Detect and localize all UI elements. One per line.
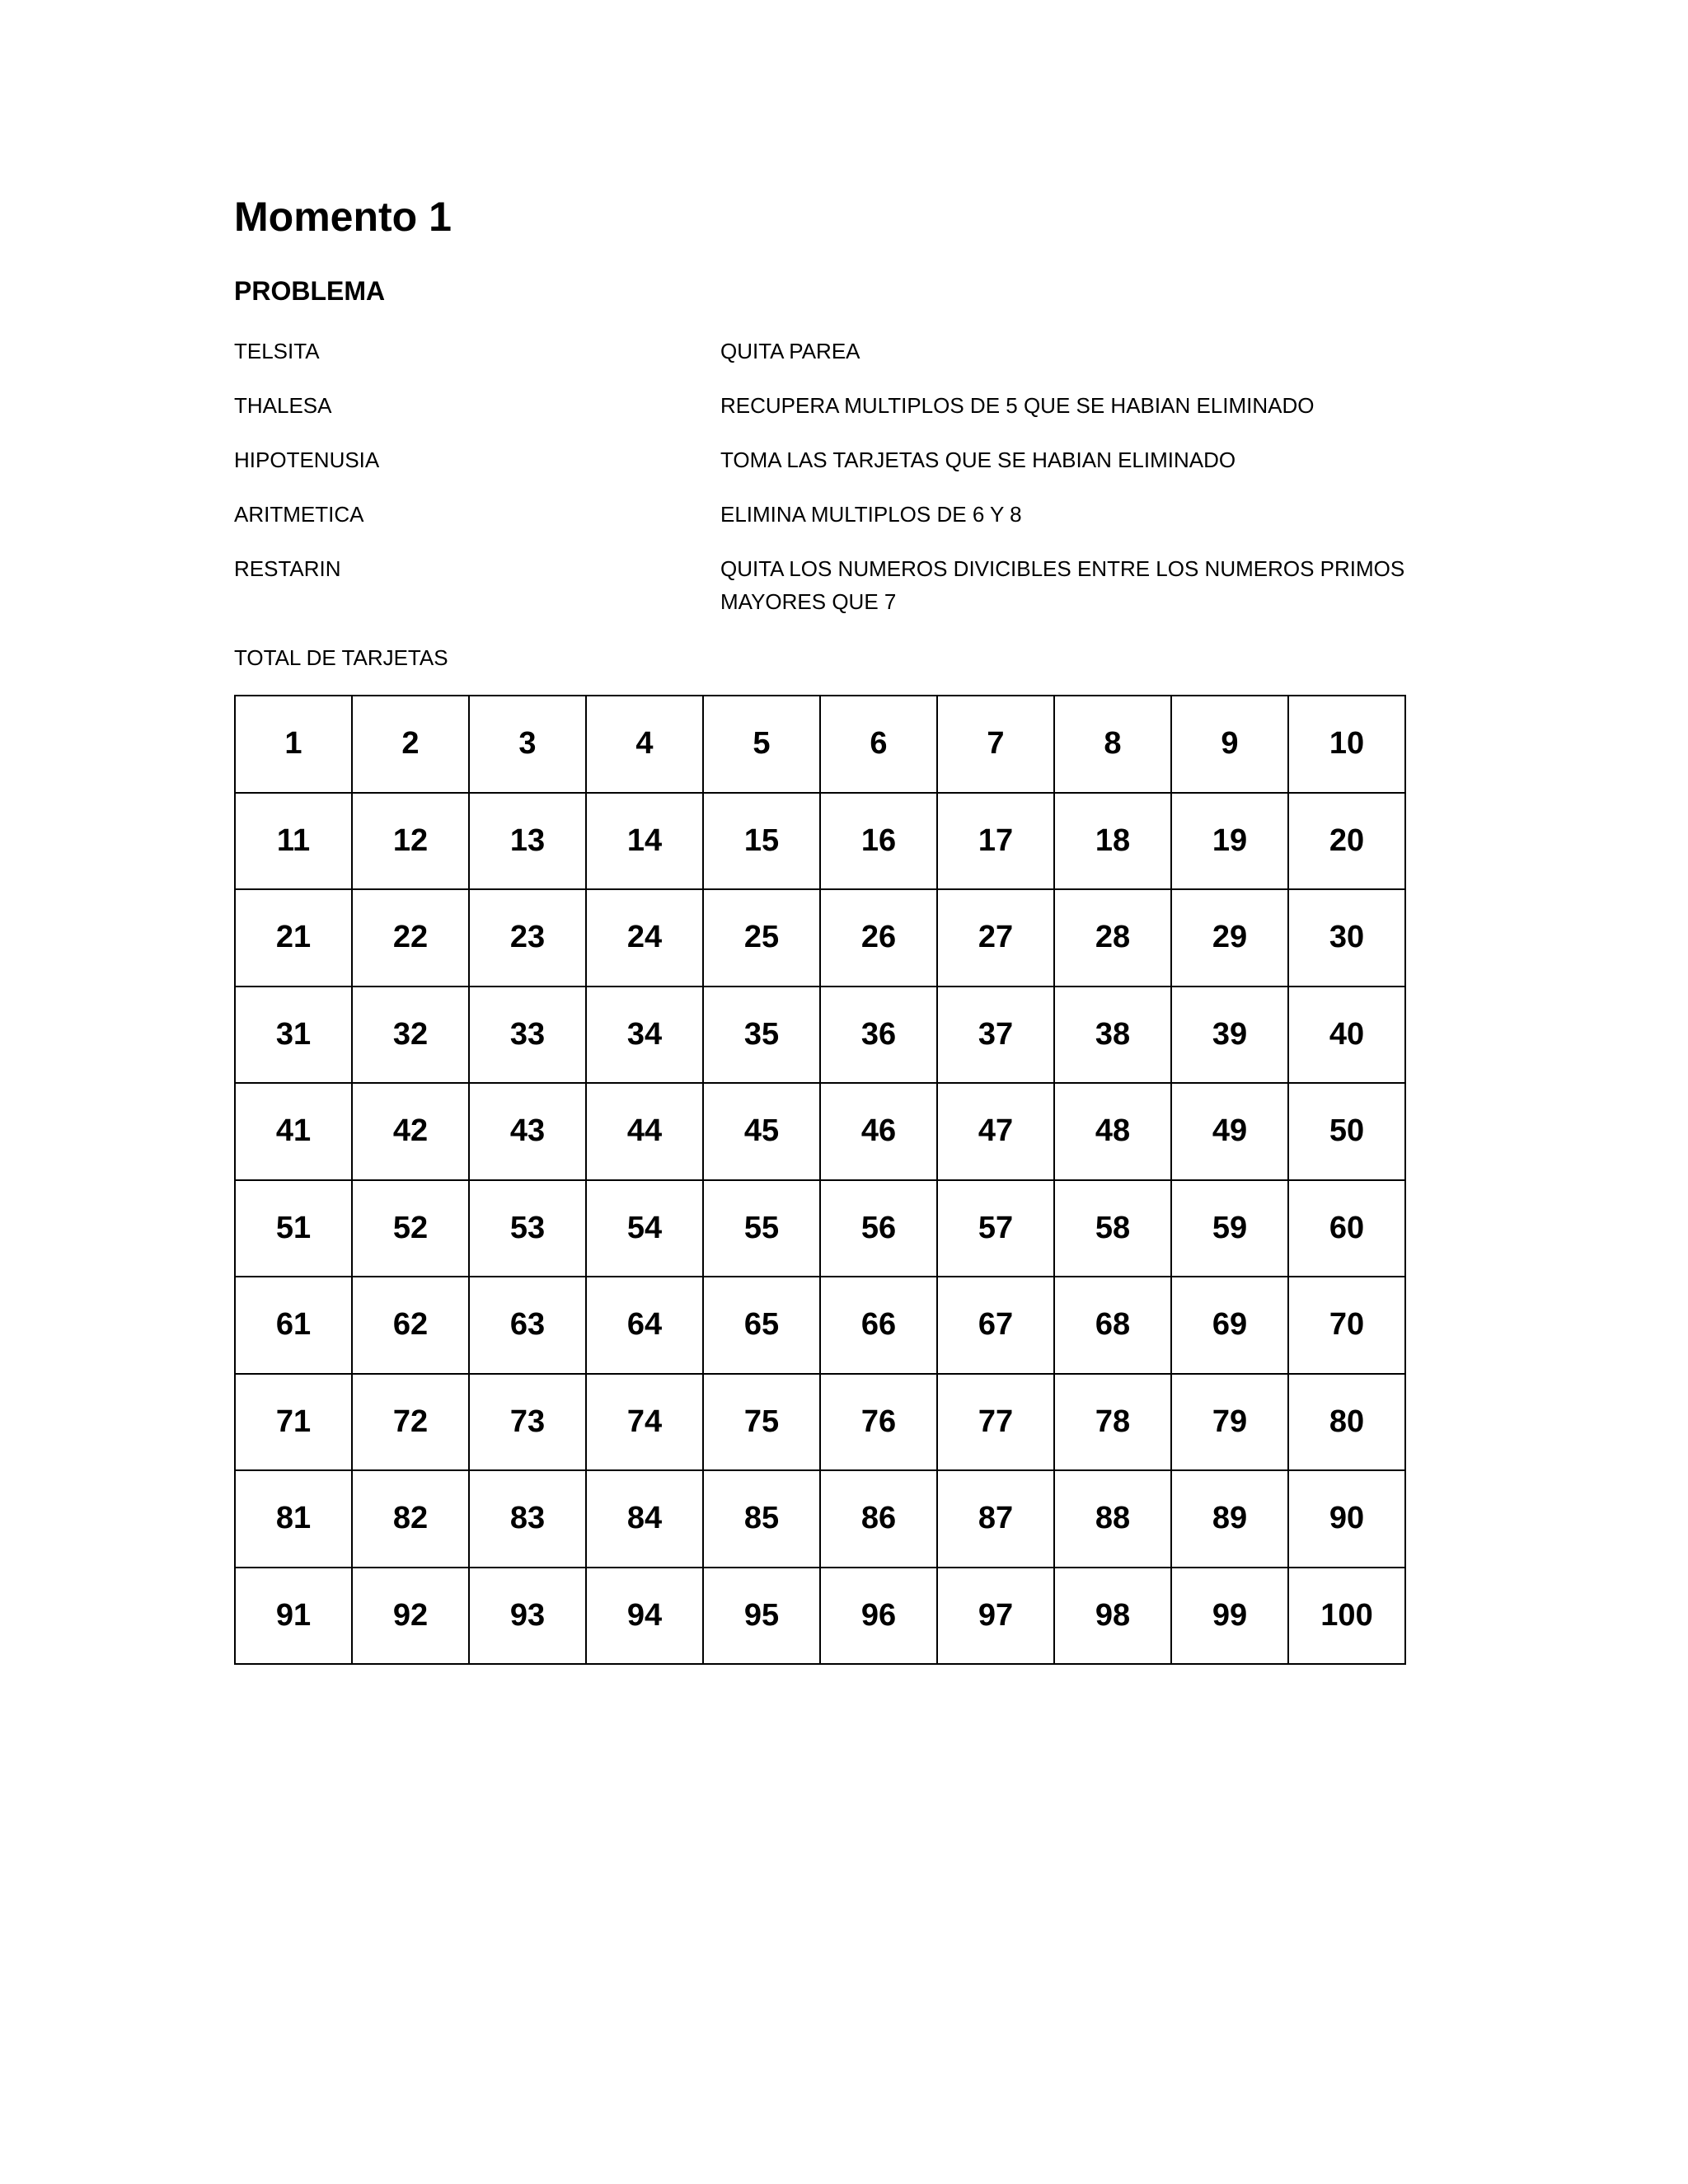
grid-cell: 13 <box>469 793 586 890</box>
grid-cell: 47 <box>937 1083 1054 1180</box>
grid-cell: 65 <box>703 1277 820 1374</box>
grid-cell: 99 <box>1171 1568 1288 1665</box>
rule-row <box>234 335 1429 368</box>
grid-cell: 80 <box>1288 1374 1405 1471</box>
grid-cell: 6 <box>820 696 937 793</box>
grid-cell: 63 <box>469 1277 586 1374</box>
grid-cell: 38 <box>1054 987 1171 1084</box>
grid-cell: 85 <box>703 1470 820 1568</box>
rule-name: TELSITA <box>234 339 320 363</box>
grid-cell: 19 <box>1171 793 1288 890</box>
rule-action: QUITA PAREA <box>720 339 860 363</box>
grid-row <box>235 1470 1405 1568</box>
grid-cell: 37 <box>937 987 1054 1084</box>
grid-cell: 9 <box>1171 696 1288 793</box>
section-title: PROBLEMA <box>234 276 386 306</box>
grid-cell: 32 <box>352 987 469 1084</box>
grid-cell: 22 <box>352 889 469 987</box>
grid-cell: 20 <box>1288 793 1405 890</box>
number-grid <box>234 695 1406 1665</box>
grid-cell: 90 <box>1288 1470 1405 1568</box>
grid-cell: 61 <box>235 1277 352 1374</box>
grid-cell: 91 <box>235 1568 352 1665</box>
grid-cell: 89 <box>1171 1470 1288 1568</box>
grid-cell: 36 <box>820 987 937 1084</box>
grid-cell: 87 <box>937 1470 1054 1568</box>
grid-cell: 58 <box>1054 1180 1171 1277</box>
grid-row <box>235 889 1405 987</box>
grid-cell: 46 <box>820 1083 937 1180</box>
grid-cell: 54 <box>586 1180 703 1277</box>
grid-cell: 84 <box>586 1470 703 1568</box>
grid-cell: 76 <box>820 1374 937 1471</box>
grid-cell: 2 <box>352 696 469 793</box>
rule-action: ELIMINA MULTIPLOS DE 6 Y 8 <box>720 502 1022 527</box>
grid-cell: 68 <box>1054 1277 1171 1374</box>
grid-cell: 88 <box>1054 1470 1171 1568</box>
grid-cell: 26 <box>820 889 937 987</box>
grid-row <box>235 987 1405 1084</box>
grid-cell: 44 <box>586 1083 703 1180</box>
grid-cell: 10 <box>1288 696 1405 793</box>
grid-row <box>235 1374 1405 1471</box>
grid-cell: 1 <box>235 696 352 793</box>
grid-cell: 30 <box>1288 889 1405 987</box>
grid-cell: 34 <box>586 987 703 1084</box>
rule-name: HIPOTENUSIA <box>234 448 380 472</box>
rule-action: RECUPERA MULTIPLOS DE 5 QUE SE HABIAN ELIMINADO <box>720 393 1315 418</box>
grid-cell: 40 <box>1288 987 1405 1084</box>
grid-cell: 86 <box>820 1470 937 1568</box>
rule-row <box>234 552 1429 618</box>
grid-cell: 81 <box>235 1470 352 1568</box>
rule-row <box>234 498 1429 531</box>
rule-row <box>234 389 1429 422</box>
grid-cell: 96 <box>820 1568 937 1665</box>
rule-action: TOMA LAS TARJETAS QUE SE HABIAN ELIMINADO <box>720 448 1236 472</box>
grid-cell: 14 <box>586 793 703 890</box>
grid-cell: 82 <box>352 1470 469 1568</box>
grid-cell: 67 <box>937 1277 1054 1374</box>
grid-cell: 72 <box>352 1374 469 1471</box>
grid-cell: 15 <box>703 793 820 890</box>
grid-cell: 4 <box>586 696 703 793</box>
grid-cell: 17 <box>937 793 1054 890</box>
total-cards-label: TOTAL DE TARJETAS <box>234 645 448 670</box>
grid-cell: 73 <box>469 1374 586 1471</box>
grid-cell: 78 <box>1054 1374 1171 1471</box>
grid-row <box>235 1180 1405 1277</box>
grid-cell: 77 <box>937 1374 1054 1471</box>
grid-cell: 56 <box>820 1180 937 1277</box>
grid-cell: 79 <box>1171 1374 1288 1471</box>
grid-row <box>235 793 1405 890</box>
grid-cell: 93 <box>469 1568 586 1665</box>
number-grid-body <box>235 696 1405 1664</box>
grid-cell: 53 <box>469 1180 586 1277</box>
grid-cell: 11 <box>235 793 352 890</box>
grid-cell: 51 <box>235 1180 352 1277</box>
grid-cell: 49 <box>1171 1083 1288 1180</box>
rule-name: ARITMETICA <box>234 502 364 527</box>
grid-cell: 74 <box>586 1374 703 1471</box>
grid-cell: 42 <box>352 1083 469 1180</box>
rule-row <box>234 443 1429 476</box>
grid-row <box>235 1568 1405 1665</box>
grid-cell: 16 <box>820 793 937 890</box>
grid-cell: 69 <box>1171 1277 1288 1374</box>
grid-row <box>235 1277 1405 1374</box>
grid-cell: 64 <box>586 1277 703 1374</box>
grid-cell: 50 <box>1288 1083 1405 1180</box>
grid-cell: 28 <box>1054 889 1171 987</box>
grid-cell: 55 <box>703 1180 820 1277</box>
rule-action: QUITA LOS NUMEROS DIVICIBLES ENTRE LOS NUMEROS PRIMOS MAYORES QUE 7 <box>720 556 1405 614</box>
grid-cell: 75 <box>703 1374 820 1471</box>
grid-cell: 39 <box>1171 987 1288 1084</box>
rules-list <box>234 335 1429 640</box>
grid-cell: 7 <box>937 696 1054 793</box>
grid-cell: 24 <box>586 889 703 987</box>
grid-cell: 31 <box>235 987 352 1084</box>
grid-cell: 33 <box>469 987 586 1084</box>
grid-cell: 60 <box>1288 1180 1405 1277</box>
grid-row <box>235 696 1405 793</box>
grid-cell: 66 <box>820 1277 937 1374</box>
grid-cell: 21 <box>235 889 352 987</box>
grid-cell: 8 <box>1054 696 1171 793</box>
grid-cell: 52 <box>352 1180 469 1277</box>
grid-cell: 71 <box>235 1374 352 1471</box>
grid-cell: 43 <box>469 1083 586 1180</box>
grid-cell: 41 <box>235 1083 352 1180</box>
grid-cell: 25 <box>703 889 820 987</box>
rule-name: RESTARIN <box>234 556 341 581</box>
rule-name: THALESA <box>234 393 332 418</box>
grid-cell: 3 <box>469 696 586 793</box>
grid-cell: 23 <box>469 889 586 987</box>
grid-cell: 97 <box>937 1568 1054 1665</box>
grid-cell: 83 <box>469 1470 586 1568</box>
grid-cell: 59 <box>1171 1180 1288 1277</box>
grid-row <box>235 1083 1405 1180</box>
grid-cell: 18 <box>1054 793 1171 890</box>
grid-cell: 92 <box>352 1568 469 1665</box>
grid-cell: 57 <box>937 1180 1054 1277</box>
grid-cell: 94 <box>586 1568 703 1665</box>
grid-cell: 5 <box>703 696 820 793</box>
grid-cell: 100 <box>1288 1568 1405 1665</box>
grid-cell: 48 <box>1054 1083 1171 1180</box>
grid-cell: 45 <box>703 1083 820 1180</box>
grid-cell: 12 <box>352 793 469 890</box>
page-title: Momento 1 <box>234 194 452 240</box>
grid-cell: 95 <box>703 1568 820 1665</box>
grid-cell: 98 <box>1054 1568 1171 1665</box>
grid-cell: 29 <box>1171 889 1288 987</box>
grid-cell: 70 <box>1288 1277 1405 1374</box>
grid-cell: 35 <box>703 987 820 1084</box>
grid-cell: 27 <box>937 889 1054 987</box>
grid-cell: 62 <box>352 1277 469 1374</box>
